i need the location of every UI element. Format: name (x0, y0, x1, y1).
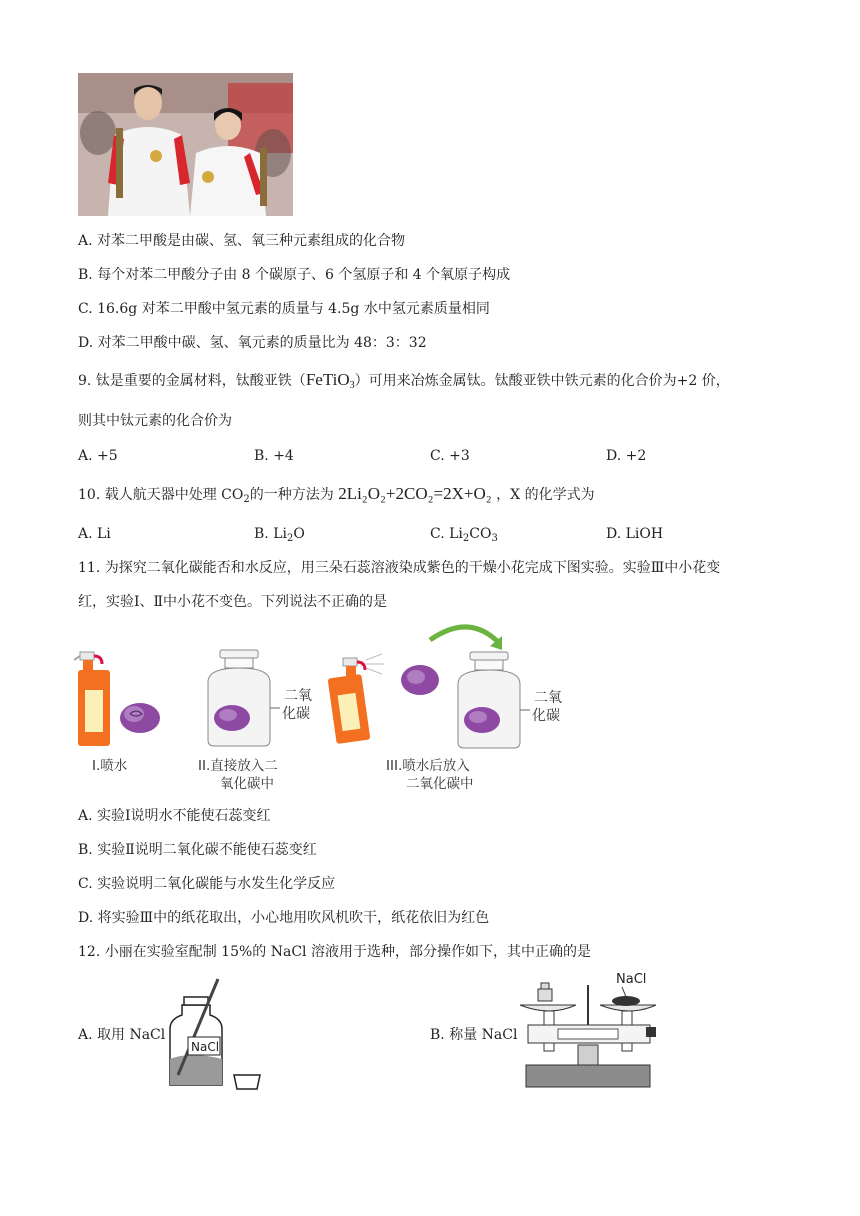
spray-bottle-1-icon (74, 652, 110, 746)
move-arrow-icon (430, 627, 500, 644)
q10-option-b: B. $Li_2O$ (254, 526, 305, 544)
q11-option-b: B. 实验Ⅱ说明二氧化碳不能使石蕊变红 (78, 842, 317, 858)
q12-balance-figure (518, 965, 658, 1100)
q12-reagent-bottle-figure (160, 975, 270, 1095)
flower-3-icon (401, 665, 439, 695)
q9-stem-pre: 9. 钛是重要的金属材料，钛酸亚铁（ (78, 373, 306, 389)
q9-option-b: B. +4 (254, 448, 294, 464)
athletes-photo (78, 73, 293, 216)
q11-option-c: C. 实验说明二氧化碳能与水发生化学反应 (78, 876, 336, 892)
q11-caption-2a: II.直接放入二 (198, 758, 278, 774)
flower-1-icon (120, 703, 160, 733)
q11-option-a: A. 实验Ⅰ说明水不能使石蕊变红 (78, 808, 271, 824)
q11-caption-2b: 氧化碳中 (220, 776, 274, 792)
q11-caption-1: I.喷水 (92, 758, 128, 774)
q9-stem-post: ）可用来冶炼金属钛。钛酸亚铁中铁元素的化合价为+2 价， (354, 373, 730, 389)
q12-option-b: B. 称量 NaCl (430, 1027, 518, 1043)
q9-formula: FeTiO$_3$ (305, 370, 355, 391)
q11-gas-label-2a: 二氧 (284, 688, 312, 704)
q9-option-a: A. +5 (78, 448, 118, 464)
q10-option-a: A. Li (78, 526, 111, 542)
q8-option-b: B. 每个对苯二甲酸分子由 8 个碳原子、6 个氢原子和 4 个氧原子构成 (78, 267, 511, 283)
q11-option-d: D. 将实验Ⅲ中的纸花取出，小心地用吹风机吹干，纸花依旧为红色 (78, 910, 490, 926)
q12-stem: 12. 小丽在实验室配制 15%的 NaCl 溶液用于选种，部分操作如下，其中正确的是 (78, 944, 591, 960)
q12-balance-label: NaCl (616, 972, 647, 987)
q9-stem-line2: 则其中钛元素的化合价为 (78, 413, 232, 429)
q9-option-d: D. +2 (606, 448, 647, 464)
q11-gas-label-2b: 化碳 (282, 706, 310, 722)
q10-option-c: C. $Li_2CO_3$ (430, 526, 498, 544)
q11-stem-line2: 红，实验Ⅰ、Ⅱ中小花不变色。下列说法不正确的是 (78, 594, 388, 610)
q11-stem-line1: 11. 为探究二氧化碳能否和水反应，用三朵石蕊溶液染成紫色的干燥小花完成下图实验。实验Ⅲ中小花变 (78, 560, 721, 576)
q8-option-c: C. 16.6g 对苯二甲酸中氢元素的质量与 4.5g 水中氢元素质量相同 (78, 301, 490, 317)
q12-option-a: A. 取用 NaCl (78, 1027, 166, 1043)
q10-stem: 10. 载人航天器中处理 $CO_2$的一种方法为 2Li₂O₂+2CO₂=2X+O₂ ，X 的化学式为 (78, 484, 595, 505)
q11-gas-label-3a: 二氧 (534, 690, 562, 706)
jar-2-icon (208, 650, 280, 746)
q12-bottle-label: NaCl (191, 1040, 220, 1054)
q11-experiment-figure (70, 620, 570, 795)
q8-option-a: A. 对苯二甲酸是由碳、氢、氧三种元素组成的化合物 (78, 233, 406, 249)
q9-option-c: C. +3 (430, 448, 470, 464)
q11-caption-3b: 二氧化碳中 (406, 776, 474, 792)
q8-option-d: D. 对苯二甲酸中碳、氢、氧元素的质量比为 48：3：32 (78, 335, 427, 351)
jar-3-icon (458, 652, 530, 748)
spray-bottle-3-icon (328, 654, 384, 744)
q11-caption-3a: III.喷水后放入 (386, 758, 470, 774)
q10-option-d: D. LiOH (606, 526, 664, 542)
q9-stem-line1 (78, 370, 730, 391)
q11-gas-label-3b: 化碳 (532, 708, 560, 724)
q10-equation: 2Li₂O₂+2CO₂=2X+O₂ (338, 484, 492, 503)
